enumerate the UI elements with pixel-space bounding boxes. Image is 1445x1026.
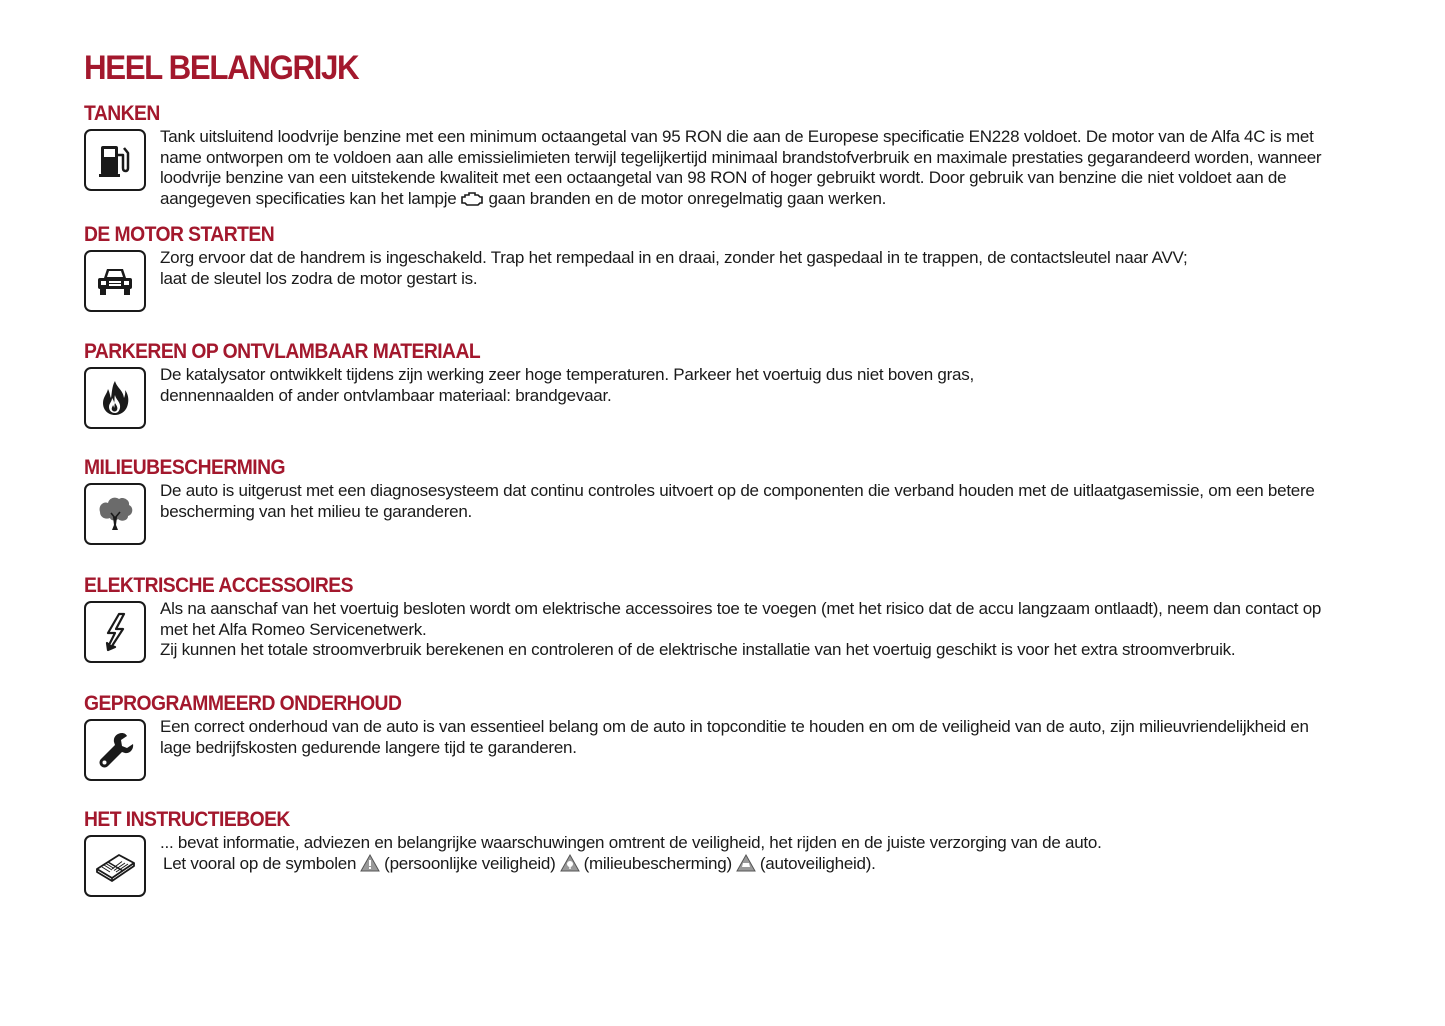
onderhoud-line-1: Een correct onderhoud van de auto is van essentieel belang om de auto in topconditie te houden en om de veiligheid van de auto, zijn milieuvriendelijkheid en lage bedrijfskosten gedurende langere tijd te garanderen.: [160, 717, 1309, 757]
tanken-text: Tank uitsluitend loodvrije benzine met een minimum octaangetal van 95 RON die aan de Europese specificatie EN228 voldoet. De motor van de Alfa 4C is met name ontworpen om te voldoen aan alle emissielimieten terwijl tegelijkertijd minimaal brandstofverbruik en maximale prestaties gegarandeerd worden, wanneer loodvrije benzine van een uitstekende kwaliteit met een octaangetal van 98 RON of hoger gebruikt wordt. Door gebruik van benzine die niet voldoet aan de aangegeven specificaties kan het lampje: [160, 127, 1322, 208]
lightning-icon: [84, 601, 146, 663]
environment-warning-icon: [560, 854, 580, 878]
tanken-text-end: gaan branden en de motor onregelmatig gaan werken.: [488, 188, 887, 208]
parkeren-line-2: dennennaalden of ander ontvlambaar materiaal: brandgevaar.: [160, 385, 612, 405]
car-safety-warning-icon: [736, 854, 756, 878]
section-heading-tanken: TANKEN: [84, 102, 160, 125]
instructieboek-line-1: ... bevat informatie, adviezen en belangrijke waarschuwingen omtrent de veiligheid, het rijden en de juiste verzorging van de auto.: [160, 833, 1102, 852]
car-front-icon: [84, 250, 146, 312]
section-onderhoud: [84, 691, 1334, 758]
page-title: HEEL BELANGRIJK: [84, 49, 359, 87]
parkeren-line-1: De katalysator ontwikkelt tijdens zijn werking zeer hoge temperaturen. Parkeer het voertuig dus niet boven gras,: [160, 365, 974, 384]
personal-safety-warning-icon: [360, 854, 380, 878]
tree-icon: [84, 483, 146, 545]
milieu-line-1: De auto is uitgerust met een diagnosesysteem dat continu controles uitvoert op de componenten die verband houden met de uitlaatgasemissie, om een betere: [160, 481, 1315, 500]
milieu-line-2: bescherming van het milieu te garanderen.: [160, 501, 472, 521]
section-heading-parkeren: PARKEREN OP ONTVLAMBAAR MATERIAAL: [84, 340, 481, 363]
symbol-label-car-safety: (autoveiligheid).: [759, 853, 876, 873]
section-milieubescherming: [84, 455, 1334, 522]
symbol-label-personal-safety: (persoonlijke veiligheid): [384, 853, 556, 873]
fuel-pump-icon: [84, 129, 146, 191]
symbol-label-environment: (milieubescherming): [583, 853, 732, 873]
section-instructieboek: [84, 807, 1334, 877]
section-heading-milieubescherming: MILIEUBESCHERMING: [84, 456, 286, 479]
motor-starten-line-1: Zorg ervoor dat de handrem is ingeschakeld. Trap het rempedaal in en draai, zonder het gaspedaal in te trappen, de contactsleutel naar AVV;: [160, 248, 1188, 267]
engine-warning-icon: [460, 191, 484, 213]
elektrisch-line-1: Als na aanschaf van het voertuig besloten wordt om elektrische accessoires toe te voegen (met het risico dat de accu langzaam ontlaadt), neem dan contact op met het Alfa Romeo Servicenetwerk.: [160, 599, 1322, 639]
section-heading-motor-starten: DE MOTOR STARTEN: [84, 223, 275, 246]
section-heading-instructieboek: HET INSTRUCTIEBOEK: [84, 808, 290, 831]
section-heading-onderhoud: GEPROGRAMMEERD ONDERHOUD: [84, 692, 402, 715]
wrench-icon: [84, 719, 146, 781]
symbols-intro: Let vooral op de symbolen: [163, 853, 357, 873]
section-elektrische-accessoires: [84, 573, 1334, 661]
section-tanken: [84, 101, 1334, 212]
section-motor-starten: [84, 222, 1334, 289]
section-parkeren: [84, 339, 1334, 406]
elektrisch-line-2: Zij kunnen het totale stroomverbruik berekenen en controleren of de elektrische installatie van het voertuig geschikt is voor het extra stroomverbruik.: [160, 640, 1236, 660]
motor-starten-line-2: laat de sleutel los zodra de motor gestart is.: [160, 268, 478, 288]
section-heading-elektrische-accessoires: ELEKTRISCHE ACCESSOIRES: [84, 574, 353, 597]
open-book-icon: [84, 835, 146, 897]
flame-icon: [84, 367, 146, 429]
